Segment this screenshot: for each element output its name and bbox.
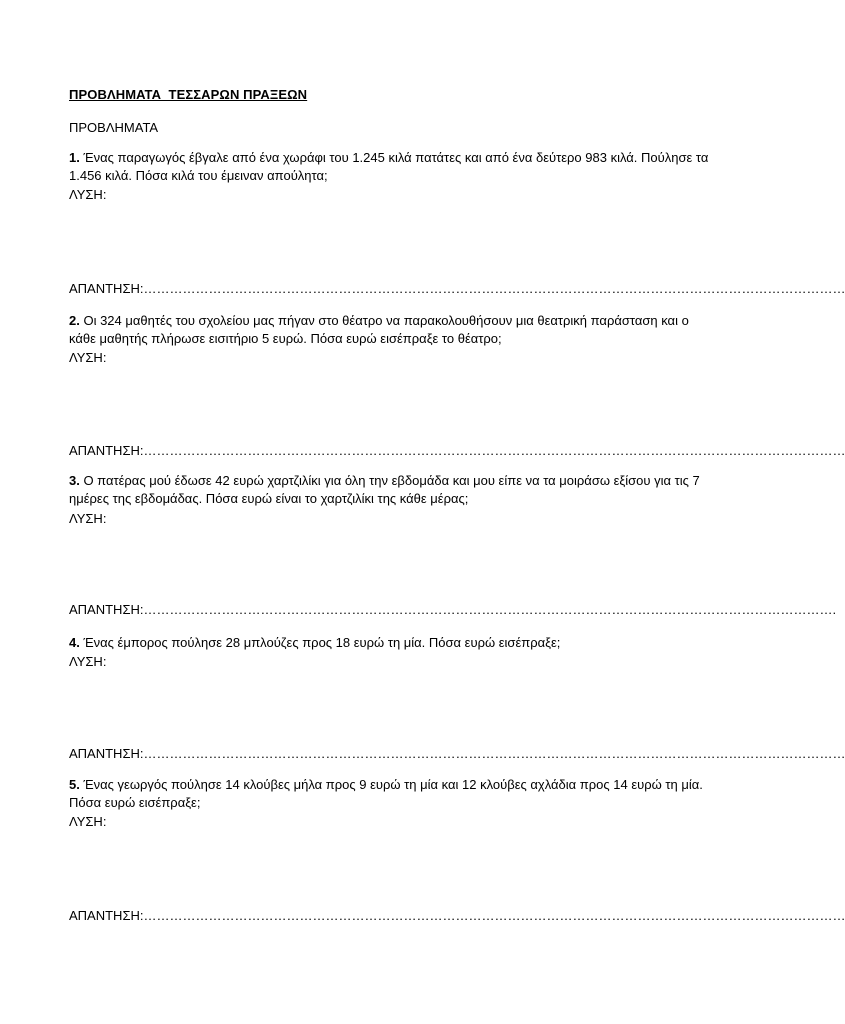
problem-text: Ένας έμπορος πούλησε 28 μπλούζες προς 18 ευρώ τη μία. Πόσα ευρώ εισέπραξε; (79, 635, 561, 650)
problem-text: Ο πατέρας μού έδωσε 42 ευρώ χαρτζιλίκι για όλη την εβδομάδα και μου είπε να τα μοιράσω εξίσου για τις 7 ημέρες της εβδομάδας. Πόσα ευρώ είναι το χαρτζιλίκι της κάθε μέρας; (69, 473, 700, 506)
solution-label: ΛΥΣΗ: (69, 654, 107, 669)
problem-number: 5. (69, 777, 80, 792)
problem-5 (69, 776, 709, 812)
solution-label: ΛΥΣΗ: (69, 511, 107, 526)
solution-label: ΛΥΣΗ: (69, 814, 107, 829)
problem-number: 1. (69, 150, 80, 165)
answer-line: ΑΠΑΝΤΗΣΗ:……………………………………………………………………………………………………………………………………………… (69, 908, 845, 923)
answer-line: ΑΠΑΝΤΗΣΗ:……………………………………………………………………………………………………………………………………………… (69, 443, 845, 458)
problem-text: Ένας παραγωγός έβγαλε από ένα χωράφι του 1.245 κιλά πατάτες και από ένα δεύτερο 983 κιλά. Πούλησε τα 1.456 κιλά. Πόσα κιλά του έμειναν απούλητα; (69, 150, 709, 183)
answer-line: ΑΠΑΝΤΗΣΗ:……………………………………………………………………………………………………………………………………………. (69, 602, 837, 617)
page-title: ΠΡΟΒΛΗΜΑΤΑ ΤΕΣΣΑΡΩΝ ΠΡΑΞΕΩΝ (69, 87, 308, 102)
problem-2 (69, 312, 709, 348)
solution-label: ΛΥΣΗ: (69, 350, 107, 365)
problem-3 (69, 472, 709, 508)
problem-number: 4. (69, 635, 80, 650)
problem-text: Οι 324 μαθητές του σχολείου μας πήγαν στο θέατρο να παρακολουθήσουν μια θεατρική παράσταση και ο κάθε μαθητής πλήρωσε εισιτήριο 5 ευρώ. Πόσα ευρώ εισέπραξε το θέατρο; (69, 313, 689, 346)
solution-label: ΛΥΣΗ: (69, 187, 107, 202)
problem-4 (69, 634, 709, 652)
problem-1 (69, 149, 709, 185)
problem-number: 2. (69, 313, 80, 328)
answer-line: ΑΠΑΝΤΗΣΗ:……………………………………………………………………………………………………………………………………………… (69, 746, 845, 761)
section-heading: ΠΡΟΒΛΗΜΑΤΑ (69, 120, 159, 135)
problem-text: Ένας γεωργός πούλησε 14 κλούβες μήλα προς 9 ευρώ τη μία και 12 κλούβες αχλάδια προς 14 ευρώ τη μία. Πόσα ευρώ εισέπραξε; (69, 777, 703, 810)
problem-number: 3. (69, 473, 80, 488)
answer-line: ΑΠΑΝΤΗΣΗ:……………………………………………………………………………………………………………………………………………… (69, 281, 845, 296)
